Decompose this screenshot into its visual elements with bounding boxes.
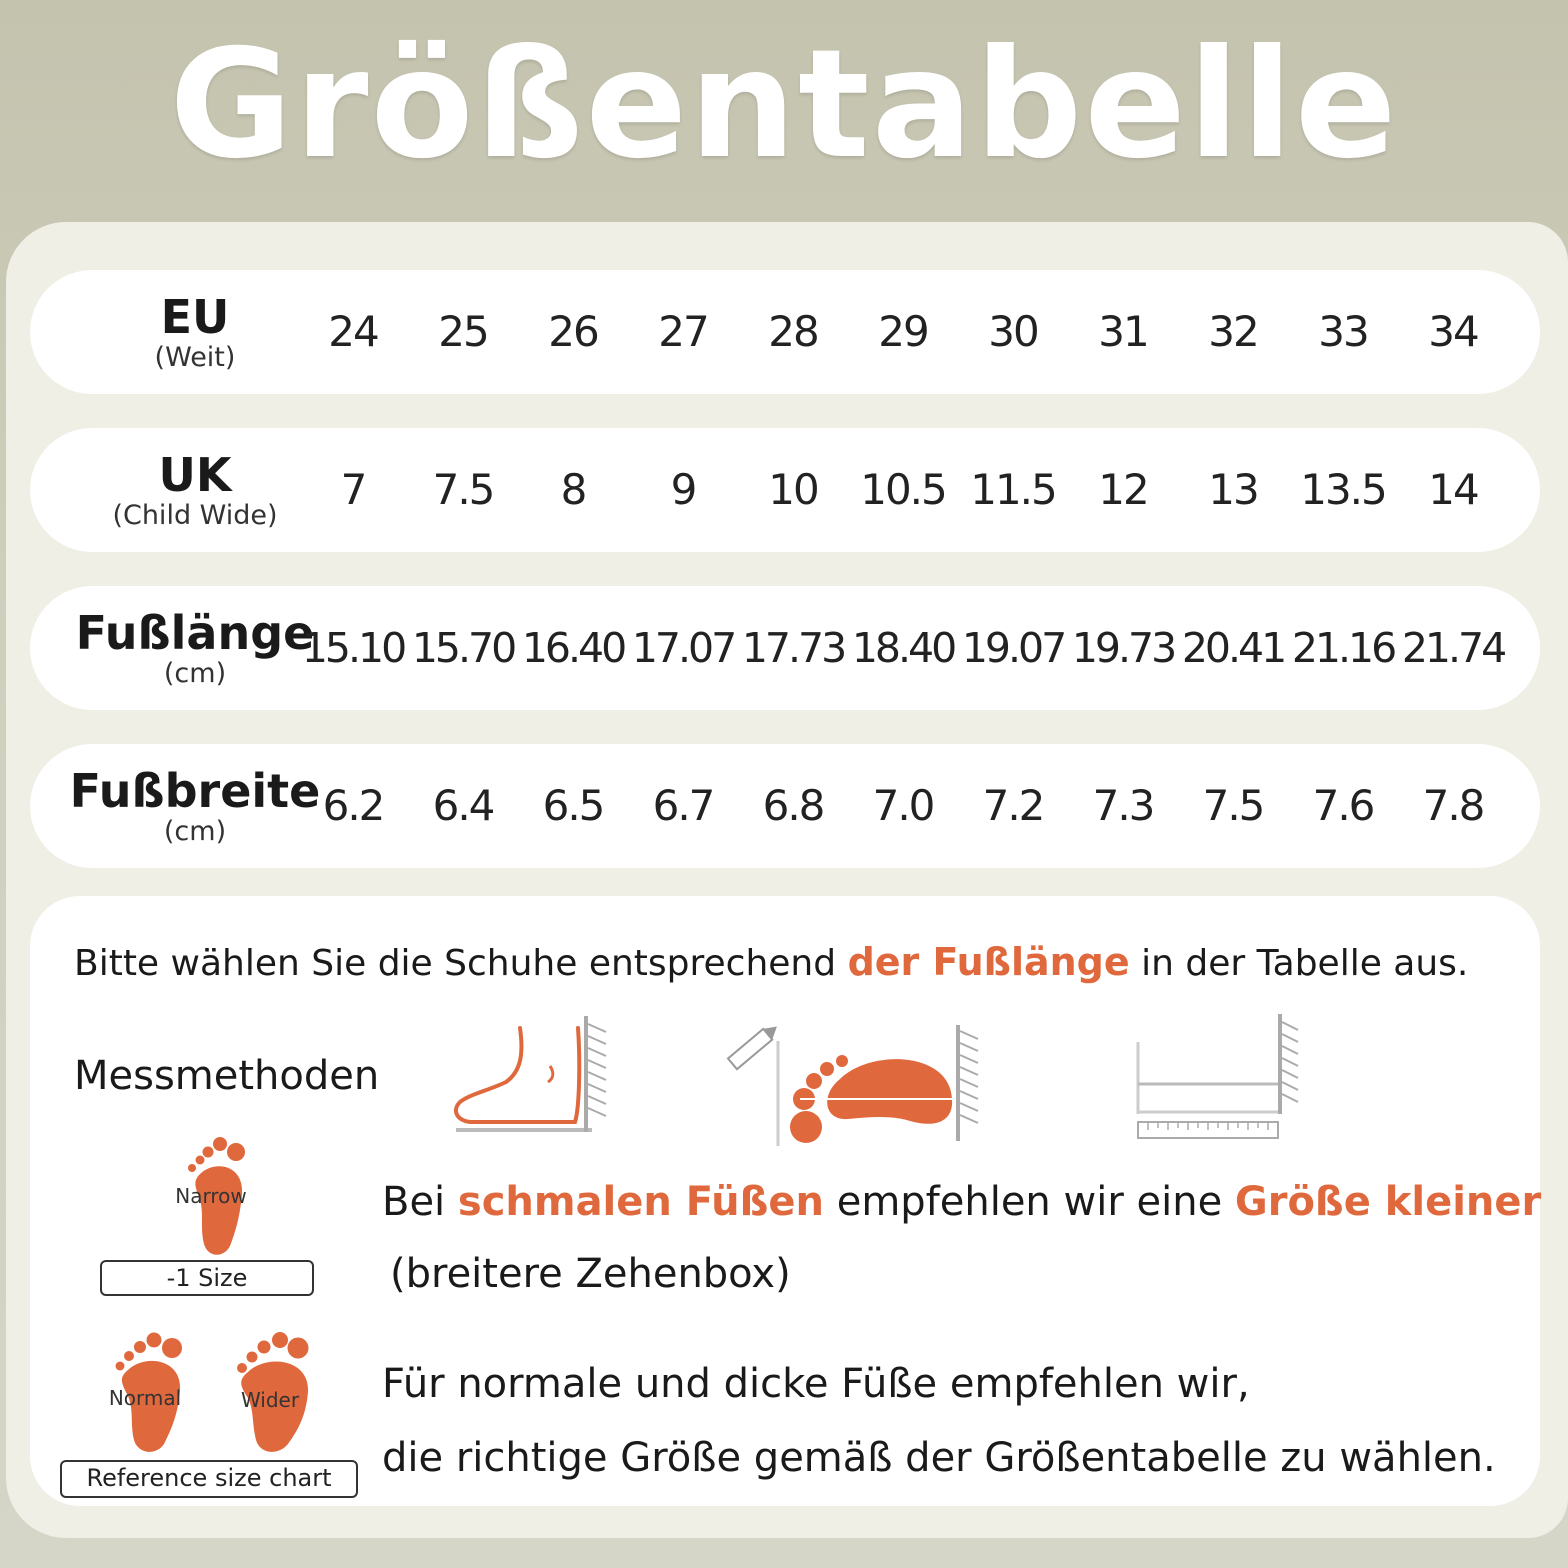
- narrow-foot-label: Narrow: [175, 1184, 247, 1208]
- table-cell: 11.5: [970, 465, 1056, 514]
- narrow-feet-text: [382, 1170, 1541, 1234]
- narrow-text-part1: Bei: [382, 1179, 446, 1225]
- table-cell: 32: [1208, 307, 1258, 356]
- table-cell: 21.16: [1291, 624, 1395, 672]
- row-title: EU: [160, 290, 230, 344]
- table-cell: 6.8: [762, 781, 824, 830]
- table-cell: 7.3: [1092, 781, 1154, 830]
- row-foot-length: [30, 586, 1540, 710]
- table-cell: 7.2: [982, 781, 1044, 830]
- table-cell: 16.40: [521, 624, 625, 672]
- table-cell: 29: [878, 307, 928, 356]
- table-cell: 17.07: [631, 624, 735, 672]
- table-cell: 7.5: [1202, 781, 1264, 830]
- table-cell: 6.2: [322, 781, 384, 830]
- table-cell: 30: [988, 307, 1038, 356]
- table-cell: 24: [328, 307, 378, 356]
- table-cell: 7.0: [872, 781, 934, 830]
- table-cell: 15.70: [411, 624, 515, 672]
- table-cell: 18.40: [851, 624, 955, 672]
- table-cell: 14: [1428, 465, 1478, 514]
- table-cell: 9: [670, 465, 696, 514]
- table-cell: 6.4: [432, 781, 494, 830]
- row-subtitle: (Weit): [154, 342, 236, 373]
- table-cell: 17.73: [741, 624, 845, 672]
- minus-one-size-box: -1 Size: [100, 1260, 314, 1296]
- table-cell: 8: [560, 465, 586, 514]
- table-cell: 10: [768, 465, 818, 514]
- narrow-feet-text-line2: (breitere Zehenbox): [390, 1251, 791, 1297]
- table-cell: 15.10: [301, 624, 405, 672]
- page-title: Größentabelle: [169, 18, 1399, 192]
- instruction-part2: in der Tabelle aus.: [1141, 943, 1469, 984]
- normal-foot-label: Normal: [108, 1386, 182, 1410]
- instruction-text: [74, 934, 1468, 992]
- table-cell: 7.5: [432, 465, 494, 514]
- table-cell: 20.41: [1181, 624, 1285, 672]
- narrow-text-highlight1: schmalen Füßen: [457, 1179, 824, 1225]
- table-cell: 31: [1098, 307, 1148, 356]
- normal-feet-text-line2: die richtige Größe gemäß der Größentabelle zu wählen.: [382, 1435, 1496, 1481]
- foot-trace-pencil-icon: [720, 1021, 990, 1146]
- table-cell: 25: [438, 307, 488, 356]
- wider-foot-label: Wider: [240, 1388, 300, 1412]
- table-cell: 10.5: [860, 465, 946, 514]
- table-cell: 21.74: [1401, 624, 1505, 672]
- ruler-measure-icon: [1130, 1014, 1320, 1144]
- table-cell: 7: [340, 465, 366, 514]
- methods-label: Messmethoden: [74, 1053, 380, 1099]
- row-subtitle: (cm): [163, 816, 227, 847]
- instruction-part1: Bitte wählen Sie die Schuhe entsprechend: [74, 943, 837, 984]
- narrow-text-highlight2: Größe kleiner: [1234, 1179, 1542, 1225]
- table-cell: 19.07: [961, 624, 1065, 672]
- table-cell: 27: [658, 307, 708, 356]
- row-eu: [30, 270, 1540, 394]
- table-cell: 13.5: [1300, 465, 1386, 514]
- table-cell: 33: [1318, 307, 1368, 356]
- row-title: UK: [158, 448, 232, 502]
- table-cell: 6.5: [542, 781, 604, 830]
- table-cell: 13: [1208, 465, 1258, 514]
- normal-feet-text-line1: Für normale und dicke Füße empfehlen wir,: [382, 1361, 1250, 1407]
- table-cell: 19.73: [1071, 624, 1175, 672]
- row-uk: [30, 428, 1540, 552]
- row-subtitle: (cm): [163, 658, 227, 689]
- table-cell: 6.7: [652, 781, 714, 830]
- info-card: [30, 896, 1540, 1506]
- table-cell: 7.6: [1312, 781, 1374, 830]
- table-cell: 26: [548, 307, 598, 356]
- narrow-text-part2: empfehlen wir eine: [836, 1179, 1223, 1225]
- table-cell: 28: [768, 307, 818, 356]
- reference-size-chart-box: Reference size chart: [60, 1460, 358, 1498]
- instruction-highlight: der Fußlänge: [847, 940, 1130, 984]
- row-title: Fußlänge: [75, 606, 315, 660]
- table-cell: 12: [1098, 465, 1148, 514]
- row-title: Fußbreite: [69, 764, 321, 818]
- foot-side-ruler-icon: [450, 1016, 620, 1136]
- table-cell: 34: [1428, 307, 1478, 356]
- table-cell: 7.8: [1422, 781, 1484, 830]
- row-foot-width: [30, 744, 1540, 868]
- row-subtitle: (Child Wide): [112, 500, 278, 531]
